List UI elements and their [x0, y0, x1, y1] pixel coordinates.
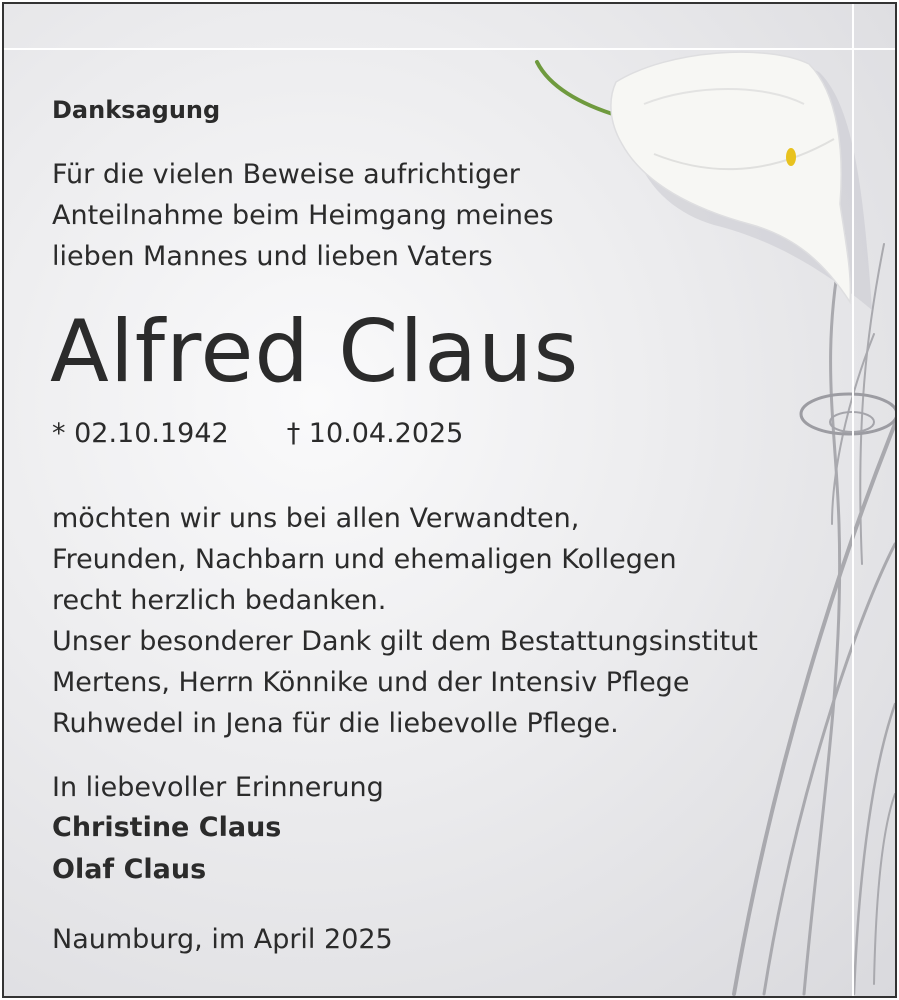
life-dates — [52, 418, 463, 449]
body-line: Ruhwedel in Jena für die liebevolle Pflege. — [52, 708, 619, 739]
body-line: Freunden, Nachbarn und ehemaligen Kollegen — [52, 544, 677, 575]
obituary-card — [2, 2, 897, 998]
intro-line: lieben Mannes und lieben Vaters — [52, 241, 493, 272]
death-date: † 10.04.2025 — [286, 418, 464, 449]
intro-text — [52, 154, 554, 277]
signatory-name: Christine Claus — [52, 812, 282, 843]
frame-line-vertical — [852, 4, 854, 996]
body-line: möchten wir uns bei allen Verwandten, — [52, 503, 580, 534]
place-date: Naumburg, im April 2025 — [52, 924, 393, 955]
signatory-name: Olaf Claus — [52, 854, 207, 885]
deceased-name: Alfred Claus — [50, 302, 580, 402]
memory-line: In liebevoller Erinnerung — [52, 772, 384, 803]
birth-date: * 02.10.1942 — [52, 418, 229, 449]
body-line: Unser besonderer Dank gilt dem Bestattungsinstitut — [52, 626, 758, 657]
heading: Danksagung — [52, 96, 221, 124]
intro-line: Anteilnahme beim Heimgang meines — [52, 200, 554, 231]
frame-line-horizontal — [4, 48, 895, 50]
body-text — [52, 498, 758, 744]
body-line: recht herzlich bedanken. — [52, 585, 387, 616]
intro-line: Für die vielen Beweise aufrichtiger — [52, 159, 520, 190]
body-line: Mertens, Herrn Könnike und der Intensiv Pflege — [52, 667, 690, 698]
